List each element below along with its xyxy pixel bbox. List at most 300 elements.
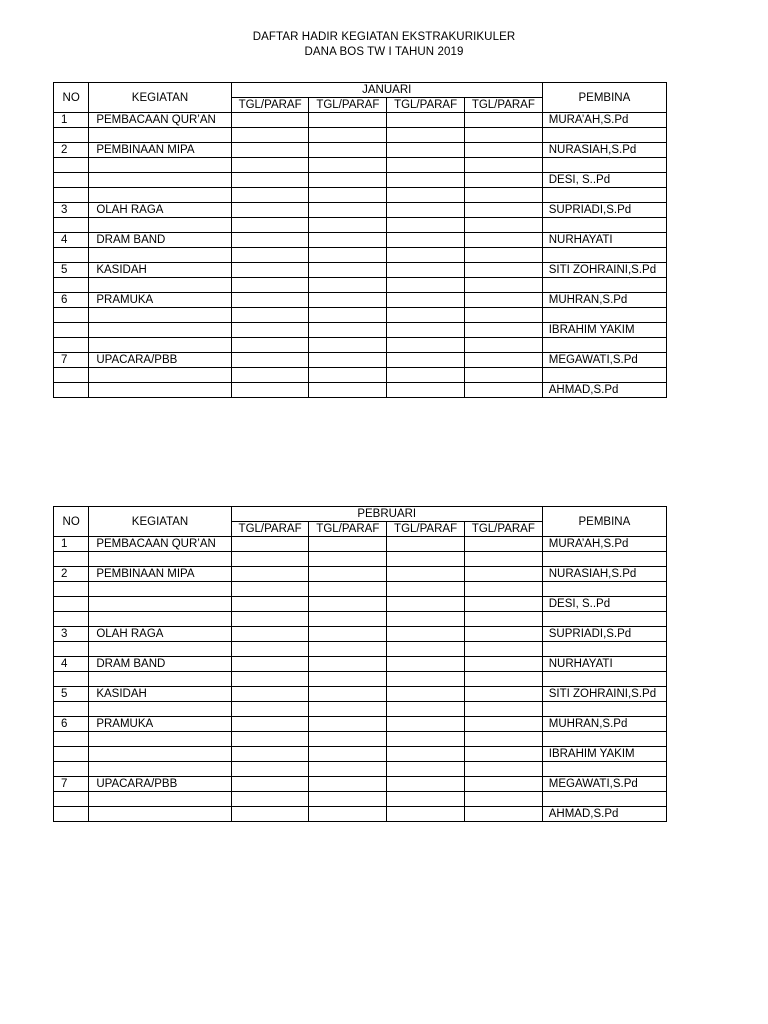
cell-no [54,732,89,747]
cell-kegiatan [89,188,231,203]
cell-tgl-paraf [387,582,465,597]
cell-no: 1 [54,537,89,552]
cell-tgl-paraf [309,263,387,278]
cell-tgl-paraf [231,717,309,732]
cell-pembina: SITI ZOHRAINI,S.Pd [542,263,666,278]
cell-no: 7 [54,777,89,792]
cell-tgl-paraf [387,792,465,807]
table-row [54,233,667,248]
cell-no [54,173,89,188]
cell-no: 4 [54,233,89,248]
cell-tgl-paraf [231,762,309,777]
cell-kegiatan: DRAM BAND [89,233,231,248]
cell-kegiatan [89,173,231,188]
cell-no: 3 [54,203,89,218]
cell-pembina [542,368,666,383]
cell-tgl-paraf [387,143,465,158]
cell-pembina: MUHRAN,S.Pd [542,717,666,732]
cell-tgl-paraf [464,627,542,642]
cell-tgl-paraf [309,702,387,717]
cell-no [54,642,89,657]
cell-no: 4 [54,657,89,672]
cell-tgl-paraf [309,143,387,158]
table-row [54,732,667,747]
cell-tgl-paraf [231,173,309,188]
header-tgl-paraf: TGL/PARAF [387,98,465,113]
table-row [54,702,667,717]
table-row [54,567,667,582]
cell-no [54,383,89,398]
cell-tgl-paraf [387,762,465,777]
cell-tgl-paraf [387,642,465,657]
cell-tgl-paraf [387,158,465,173]
cell-tgl-paraf [464,323,542,338]
table-row [54,113,667,128]
cell-tgl-paraf [231,248,309,263]
cell-kegiatan: DRAM BAND [89,657,231,672]
cell-tgl-paraf [464,687,542,702]
cell-tgl-paraf [309,597,387,612]
table-row [54,173,667,188]
cell-tgl-paraf [387,278,465,293]
cell-no [54,762,89,777]
cell-tgl-paraf [387,777,465,792]
header-pembina: PEMBINA [542,83,666,113]
cell-pembina [542,792,666,807]
table-row [54,278,667,293]
cell-tgl-paraf [231,293,309,308]
cell-kegiatan [89,762,231,777]
cell-no [54,218,89,233]
cell-tgl-paraf [309,657,387,672]
cell-tgl-paraf [464,762,542,777]
cell-kegiatan [89,278,231,293]
table-row [54,747,667,762]
table-row [54,582,667,597]
cell-kegiatan: PEMBACAAN QUR’AN [89,537,231,552]
cell-kegiatan [89,642,231,657]
cell-kegiatan: PRAMUKA [89,717,231,732]
cell-tgl-paraf [464,113,542,128]
cell-tgl-paraf [464,807,542,822]
cell-tgl-paraf [464,158,542,173]
cell-kegiatan [89,218,231,233]
cell-tgl-paraf [464,642,542,657]
cell-tgl-paraf [387,338,465,353]
cell-no: 3 [54,627,89,642]
cell-tgl-paraf [309,158,387,173]
cell-tgl-paraf [464,233,542,248]
cell-tgl-paraf [309,188,387,203]
cell-tgl-paraf [387,537,465,552]
cell-tgl-paraf [387,233,465,248]
cell-tgl-paraf [309,627,387,642]
cell-tgl-paraf [464,552,542,567]
cell-tgl-paraf [309,687,387,702]
cell-tgl-paraf [387,188,465,203]
cell-pembina: SITI ZOHRAINI,S.Pd [542,687,666,702]
table-row [54,368,667,383]
cell-tgl-paraf [387,627,465,642]
header-month: PEBRUARI [231,507,542,522]
cell-tgl-paraf [231,747,309,762]
cell-kegiatan [89,732,231,747]
table-row [54,323,667,338]
header-no: NO [54,83,89,113]
cell-tgl-paraf [309,248,387,263]
table-row [54,128,667,143]
cell-tgl-paraf [387,657,465,672]
cell-pembina: NURHAYATI [542,233,666,248]
cell-kegiatan: PRAMUKA [89,293,231,308]
cell-tgl-paraf [231,807,309,822]
cell-tgl-paraf [464,672,542,687]
cell-tgl-paraf [309,368,387,383]
cell-pembina [542,612,666,627]
cell-pembina [542,278,666,293]
cell-tgl-paraf [309,762,387,777]
cell-no [54,807,89,822]
cell-no [54,747,89,762]
cell-tgl-paraf [309,308,387,323]
cell-kegiatan: PEMBINAAN MIPA [89,143,231,158]
cell-kegiatan: KASIDAH [89,263,231,278]
cell-no [54,582,89,597]
cell-tgl-paraf [464,203,542,218]
cell-tgl-paraf [231,233,309,248]
cell-pembina: AHMAD,S.Pd [542,383,666,398]
cell-tgl-paraf [464,732,542,747]
cell-tgl-paraf [309,233,387,248]
cell-tgl-paraf [309,792,387,807]
table-row [54,308,667,323]
table-row [54,158,667,173]
cell-pembina: MUHRAN,S.Pd [542,293,666,308]
cell-kegiatan [89,552,231,567]
cell-pembina: IBRAHIM YAKIM [542,323,666,338]
header-tgl-paraf: TGL/PARAF [309,522,387,537]
cell-tgl-paraf [387,383,465,398]
cell-tgl-paraf [309,552,387,567]
header-no: NO [54,507,89,537]
cell-pembina [542,702,666,717]
cell-tgl-paraf [309,323,387,338]
cell-tgl-paraf [231,308,309,323]
table-header-row [54,83,667,98]
cell-kegiatan [89,792,231,807]
cell-tgl-paraf [309,567,387,582]
cell-tgl-paraf [387,368,465,383]
cell-kegiatan: UPACARA/PBB [89,777,231,792]
cell-pembina: DESI, S..Pd [542,597,666,612]
cell-kegiatan [89,672,231,687]
cell-no: 2 [54,567,89,582]
cell-pembina [542,128,666,143]
cell-no [54,338,89,353]
cell-kegiatan: OLAH RAGA [89,203,231,218]
cell-pembina [542,188,666,203]
cell-no [54,552,89,567]
table-row [54,338,667,353]
cell-tgl-paraf [387,173,465,188]
table-row [54,807,667,822]
cell-tgl-paraf [309,777,387,792]
cell-pembina [542,552,666,567]
cell-kegiatan: OLAH RAGA [89,627,231,642]
header-tgl-paraf: TGL/PARAF [464,98,542,113]
cell-kegiatan [89,128,231,143]
cell-tgl-paraf [387,807,465,822]
cell-tgl-paraf [464,368,542,383]
cell-tgl-paraf [309,383,387,398]
cell-tgl-paraf [387,263,465,278]
cell-no: 5 [54,263,89,278]
cell-pembina: AHMAD,S.Pd [542,807,666,822]
cell-no: 1 [54,113,89,128]
cell-no [54,323,89,338]
attendance-table-february [53,506,667,822]
cell-tgl-paraf [231,218,309,233]
cell-pembina [542,762,666,777]
cell-tgl-paraf [231,627,309,642]
cell-no [54,612,89,627]
cell-tgl-paraf [309,747,387,762]
cell-pembina: MEGAWATI,S.Pd [542,353,666,368]
cell-tgl-paraf [309,113,387,128]
cell-pembina: IBRAHIM YAKIM [542,747,666,762]
cell-pembina: NURASIAH,S.Pd [542,143,666,158]
cell-tgl-paraf [464,597,542,612]
cell-tgl-paraf [231,687,309,702]
cell-tgl-paraf [231,597,309,612]
table-row [54,597,667,612]
cell-tgl-paraf [387,308,465,323]
header-kegiatan: KEGIATAN [89,507,231,537]
table-row [54,777,667,792]
cell-kegiatan: KASIDAH [89,687,231,702]
cell-tgl-paraf [387,687,465,702]
cell-pembina: SUPRIADI,S.Pd [542,203,666,218]
table-row [54,672,667,687]
cell-tgl-paraf [464,263,542,278]
header-tgl-paraf: TGL/PARAF [387,522,465,537]
header-tgl-paraf: TGL/PARAF [309,98,387,113]
cell-pembina [542,732,666,747]
cell-tgl-paraf [387,702,465,717]
cell-tgl-paraf [231,368,309,383]
header-tgl-paraf: TGL/PARAF [231,522,309,537]
cell-tgl-paraf [464,657,542,672]
cell-no [54,248,89,263]
cell-no [54,188,89,203]
cell-no: 5 [54,687,89,702]
cell-tgl-paraf [387,113,465,128]
cell-tgl-paraf [387,323,465,338]
cell-tgl-paraf [231,612,309,627]
cell-tgl-paraf [464,777,542,792]
cell-pembina: MURA’AH,S.Pd [542,113,666,128]
document-subtitle: DANA BOS TW I TAHUN 2019 [304,46,464,58]
cell-tgl-paraf [464,747,542,762]
cell-pembina [542,248,666,263]
cell-tgl-paraf [309,338,387,353]
table-row [54,612,667,627]
cell-tgl-paraf [231,338,309,353]
cell-tgl-paraf [387,747,465,762]
cell-tgl-paraf [231,777,309,792]
cell-pembina [542,218,666,233]
cell-tgl-paraf [464,278,542,293]
cell-no [54,792,89,807]
cell-tgl-paraf [387,203,465,218]
table-row [54,248,667,263]
table-row [54,143,667,158]
cell-no [54,128,89,143]
cell-tgl-paraf [309,807,387,822]
table-row [54,657,667,672]
cell-tgl-paraf [464,383,542,398]
cell-kegiatan [89,368,231,383]
cell-tgl-paraf [231,582,309,597]
header-kegiatan: KEGIATAN [89,83,231,113]
cell-tgl-paraf [231,792,309,807]
document-title: DAFTAR HADIR KEGIATAN EKSTRAKURIKULER [252,31,516,43]
cell-pembina: MEGAWATI,S.Pd [542,777,666,792]
cell-pembina: SUPRIADI,S.Pd [542,627,666,642]
cell-pembina: NURASIAH,S.Pd [542,567,666,582]
cell-tgl-paraf [464,612,542,627]
cell-pembina [542,672,666,687]
cell-tgl-paraf [464,717,542,732]
header-month: JANUARI [231,83,542,98]
cell-tgl-paraf [309,537,387,552]
cell-pembina [542,338,666,353]
cell-tgl-paraf [231,323,309,338]
cell-tgl-paraf [387,552,465,567]
cell-pembina [542,642,666,657]
cell-tgl-paraf [231,128,309,143]
cell-tgl-paraf [309,353,387,368]
cell-no [54,597,89,612]
cell-no: 6 [54,717,89,732]
cell-tgl-paraf [309,612,387,627]
cell-kegiatan [89,747,231,762]
cell-tgl-paraf [464,293,542,308]
table-row [54,642,667,657]
cell-pembina: DESI, S..Pd [542,173,666,188]
cell-tgl-paraf [231,278,309,293]
cell-tgl-paraf [231,702,309,717]
cell-tgl-paraf [231,263,309,278]
cell-tgl-paraf [231,203,309,218]
cell-tgl-paraf [464,218,542,233]
cell-tgl-paraf [309,278,387,293]
cell-tgl-paraf [464,702,542,717]
cell-tgl-paraf [387,672,465,687]
cell-tgl-paraf [387,567,465,582]
cell-pembina [542,308,666,323]
attendance-table-january [53,82,667,398]
cell-tgl-paraf [231,672,309,687]
table-row [54,293,667,308]
cell-kegiatan [89,582,231,597]
cell-tgl-paraf [464,308,542,323]
cell-kegiatan [89,323,231,338]
table-row [54,537,667,552]
cell-tgl-paraf [231,113,309,128]
cell-tgl-paraf [464,173,542,188]
cell-tgl-paraf [387,597,465,612]
cell-no [54,672,89,687]
cell-tgl-paraf [231,657,309,672]
cell-tgl-paraf [231,642,309,657]
cell-kegiatan [89,612,231,627]
cell-kegiatan [89,807,231,822]
table-row [54,762,667,777]
cell-tgl-paraf [464,567,542,582]
cell-no: 7 [54,353,89,368]
cell-pembina [542,158,666,173]
cell-tgl-paraf [309,128,387,143]
cell-kegiatan: PEMBACAAN QUR’AN [89,113,231,128]
table-row [54,188,667,203]
cell-tgl-paraf [464,353,542,368]
table-row [54,203,667,218]
header-pembina: PEMBINA [542,507,666,537]
cell-pembina: NURHAYATI [542,657,666,672]
cell-kegiatan [89,597,231,612]
cell-tgl-paraf [464,537,542,552]
cell-no [54,278,89,293]
cell-kegiatan: UPACARA/PBB [89,353,231,368]
cell-tgl-paraf [231,732,309,747]
cell-no [54,702,89,717]
cell-tgl-paraf [387,717,465,732]
table-row [54,263,667,278]
cell-no [54,308,89,323]
header-tgl-paraf: TGL/PARAF [231,98,309,113]
cell-tgl-paraf [309,672,387,687]
cell-tgl-paraf [309,293,387,308]
cell-tgl-paraf [309,173,387,188]
table-row [54,383,667,398]
cell-tgl-paraf [309,582,387,597]
cell-tgl-paraf [231,383,309,398]
cell-tgl-paraf [309,732,387,747]
cell-tgl-paraf [464,792,542,807]
cell-tgl-paraf [309,717,387,732]
cell-tgl-paraf [464,128,542,143]
cell-tgl-paraf [387,353,465,368]
table-header-row [54,507,667,522]
cell-kegiatan [89,338,231,353]
cell-tgl-paraf [231,158,309,173]
table-row [54,552,667,567]
table-row [54,627,667,642]
cell-kegiatan [89,702,231,717]
cell-tgl-paraf [387,612,465,627]
cell-tgl-paraf [231,567,309,582]
cell-tgl-paraf [231,552,309,567]
cell-kegiatan [89,308,231,323]
cell-no [54,158,89,173]
cell-kegiatan [89,383,231,398]
header-tgl-paraf: TGL/PARAF [464,522,542,537]
cell-tgl-paraf [231,188,309,203]
table-row [54,687,667,702]
cell-tgl-paraf [231,537,309,552]
cell-tgl-paraf [309,642,387,657]
